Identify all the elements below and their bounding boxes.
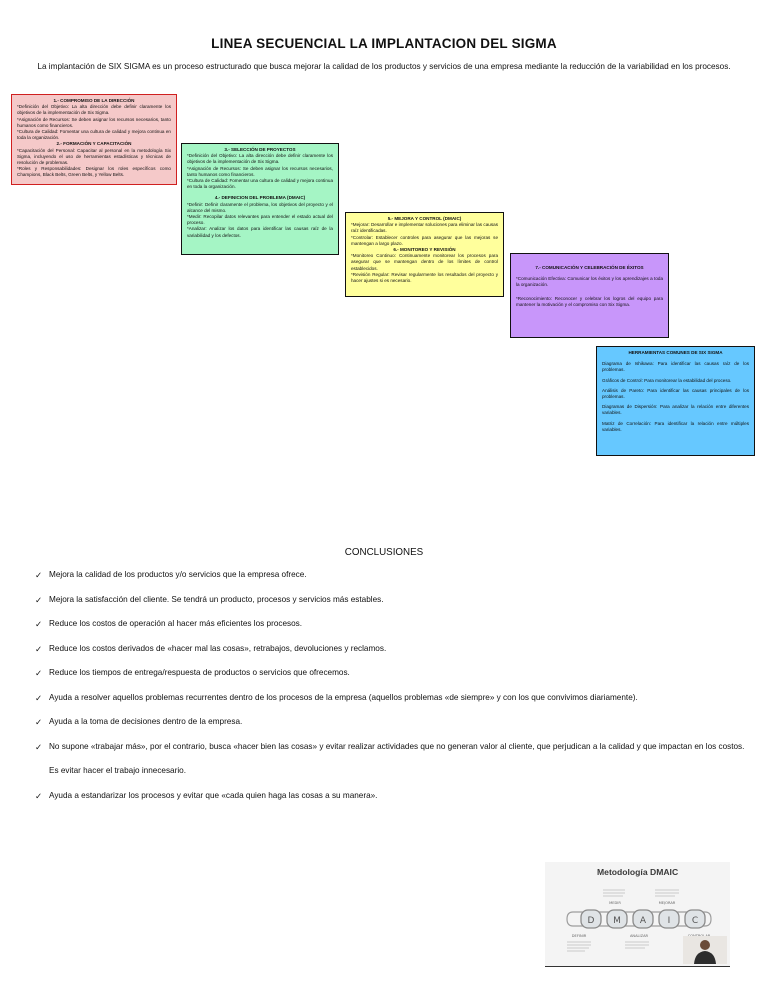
step-line: *Cultura de Calidad: Fomentar una cultura de calidad y mejora continua en toda la organización. — [187, 178, 333, 190]
step-line: *Medir: Recopilar datos relevantes para entender el estado actual del proceso. — [187, 214, 333, 226]
conclusions-title: CONCLUSIONES — [344, 547, 424, 558]
step-heading: 7.- COMUNICACIÓN Y CELEBRACIÓN DE ÉXITOS — [535, 265, 644, 270]
step-line: *Cultura de Calidad: Fomentar una cultura de calidad y mejora continua en toda la organización. — [17, 129, 171, 141]
check-icon: ✓ — [35, 741, 43, 752]
list-item: ✓ Reduce los costos de operación al hacer más eficientes los procesos. — [35, 612, 755, 637]
tools-heading: HERRAMIENTAS COMUNES DE SIX SIGMA — [628, 350, 723, 355]
list-item: ✓ Ayuda a la toma de decisiones dentro de la empresa. — [35, 710, 755, 735]
dmaic-title: Metodología DMAIC — [597, 867, 679, 877]
tool-line: Matriz de Correlación: Para identificar la relación entre múltiples variables. — [602, 420, 749, 432]
check-icon: ✓ — [35, 594, 43, 605]
tool-line: Gráficos de Control: Para monitorear la estabilidad del proceso. — [602, 377, 732, 383]
step-heading: 3.- SELECCIÓN DE PROYECTOS — [224, 147, 296, 152]
step-heading: 5.- MEJORA Y CONTROL (DMAIC) — [387, 216, 462, 221]
dmaic-letter: I — [667, 916, 671, 926]
step-heading: 4.- DEFINICION DEL PROBLEMA (DMAIC) — [214, 195, 306, 201]
step-line: *Reconocimiento: Reconocer y celebrar los logros del equipo para mantener la motivación y el compromiso con Six Sigma. — [516, 295, 663, 307]
check-icon: ✓ — [35, 668, 43, 678]
check-icon: ✓ — [35, 643, 43, 654]
check-icon: ✓ — [35, 619, 43, 629]
step-line: *Revisión Regular: Revisar regularmente los resultados del proyecto y hacer ajustes si es necesario. — [351, 271, 498, 284]
step-line: *Definir: Definir claramente el problema, los objetivos del proyecto y el alcance del mismo. — [187, 201, 333, 213]
list-item: ✓ No supone «trabajar más», por el contrario, busca «hacer bien las cosas» y evitar realizar actividades que no generan valor al cliente, que perjudican a la calidad y que impactan en los costos. Es evitar hacer el trabajo innecesario. — [35, 735, 755, 784]
page-subtitle: La implantación de SIX SIGMA es un proceso estructurado que busca mejorar la calidad de los productos y servicios de una empresa mediante la reducción de la variabilidad en los procesos. — [37, 62, 731, 71]
step-heading: 2.- FORMACIÓN Y CAPACITACIÓN — [56, 141, 132, 147]
step-line: *Monitoreo Continuo: Continuamente monitorear los procesos para asegurar que se mantengan dentro de los límites de control establecidos. — [351, 253, 498, 271]
tool-line: Diagrama de Ishikawa: Para identificar las causas raíz de los problemas. — [602, 361, 749, 373]
tool-line: Análisis de Pareto: Para identificar las causas principales de los problemas. — [602, 387, 749, 400]
step-box-3-4 — [181, 143, 339, 255]
tools-box — [596, 346, 755, 456]
check-icon: ✓ — [35, 570, 43, 580]
list-item: ✓ Reduce los tiempos de entrega/respuesta de productos o servicios que ofrecemos. — [35, 661, 755, 686]
step-heading: 1.- COMPROMISO DE LA DIRECCIÓN — [53, 98, 135, 103]
list-item: ✓ Mejora la satisfacción del cliente. Se tendrá un producto, procesos y servicios más estables. — [35, 588, 755, 613]
dmaic-label: MEJORAR — [658, 901, 676, 905]
list-item: ✓ Ayuda a resolver aquellos problemas recurrentes dentro de los procesos de la empresa (aquellos problemas «de siempre» y con los que convivimos diariamente). — [35, 686, 755, 711]
step-line: *Analizar: Analizar los datos para identificar las causas raíz de la variabilidad y los defectos. — [187, 226, 333, 238]
step-heading: 6.- MONITOREO Y REVISIÓN — [393, 247, 456, 253]
dmaic-label: ANALIZAR — [629, 934, 649, 938]
step-line: *Comunicación Efectiva: Comunicar los éxitos y los aprendizajes a toda la organización. — [516, 276, 663, 288]
step-line: *Roles y Responsabilidades: Designar los roles específicos como Champions, Black Belts, Green Belts, y Yellow Belts. — [17, 166, 171, 178]
dmaic-letter: C — [691, 916, 699, 926]
tool-line: Diagramas de Dispersión: Para analizar la relación entre diferentes variables. — [602, 404, 749, 416]
page-title: LINEA SECUENCIAL LA IMPLANTACION DEL SIGMA — [211, 36, 557, 51]
step-line: *Definición del Objetivo: La alta dirección debe definir claramente los objetivos de la implementación de Six Sigma. — [17, 104, 171, 116]
dmaic-label: DEFINIR — [571, 934, 587, 938]
dmaic-label: MEDIR — [609, 901, 621, 905]
list-item: ✓ Ayuda a estandarizar los procesos y evitar que «cada quien haga las cosas a su manera». — [35, 784, 755, 809]
dmaic-letter: M — [613, 916, 621, 926]
step-line: *Mejorar: Desarrollar e implementar soluciones para eliminar las causas raíz identificadas. — [351, 222, 498, 234]
presenter-thumbnail — [683, 936, 727, 964]
step-box-5-6 — [345, 212, 504, 297]
list-item: ✓ Reduce los costos derivados de «hacer mal las cosas», retrabajos, devoluciones y reclamos. — [35, 637, 755, 662]
conclusions-list — [35, 563, 755, 808]
step-line: *Asignación de Recursos: Se deben asignar los recursos necesarios, tanto humanos como financieros. — [17, 116, 171, 128]
list-item: ✓ Mejora la calidad de los productos y/o servicios que la empresa ofrece. — [35, 563, 755, 588]
dmaic-methodology-image — [545, 862, 730, 967]
step-line: *Asignación de Recursos: Se deben asignar los recursos necesarios, tanto humanos como financieros. — [187, 165, 333, 177]
dmaic-letter: A — [639, 916, 647, 926]
step-box-1-2 — [11, 94, 177, 185]
step-line: *Controlar: Establecer controles para asegurar que las mejoras se mantengan a largo plazo. — [351, 234, 498, 246]
check-icon: ✓ — [35, 717, 43, 727]
dmaic-diagram — [545, 862, 730, 966]
step-box-7 — [510, 253, 669, 338]
check-icon: ✓ — [35, 790, 43, 801]
dmaic-letter: D — [587, 916, 595, 926]
step-line: *Definición del Objetivo: La alta dirección debe definir claramente los objetivos de la implementación de Six Sigma. — [187, 153, 333, 165]
step-line: *Capacitación del Personal: Capacitar al personal en la metodología Six Sigma, incluyendo el uso de herramientas estadísticas y técnicas de resolución de problemas. — [17, 147, 171, 166]
check-icon: ✓ — [35, 692, 43, 703]
